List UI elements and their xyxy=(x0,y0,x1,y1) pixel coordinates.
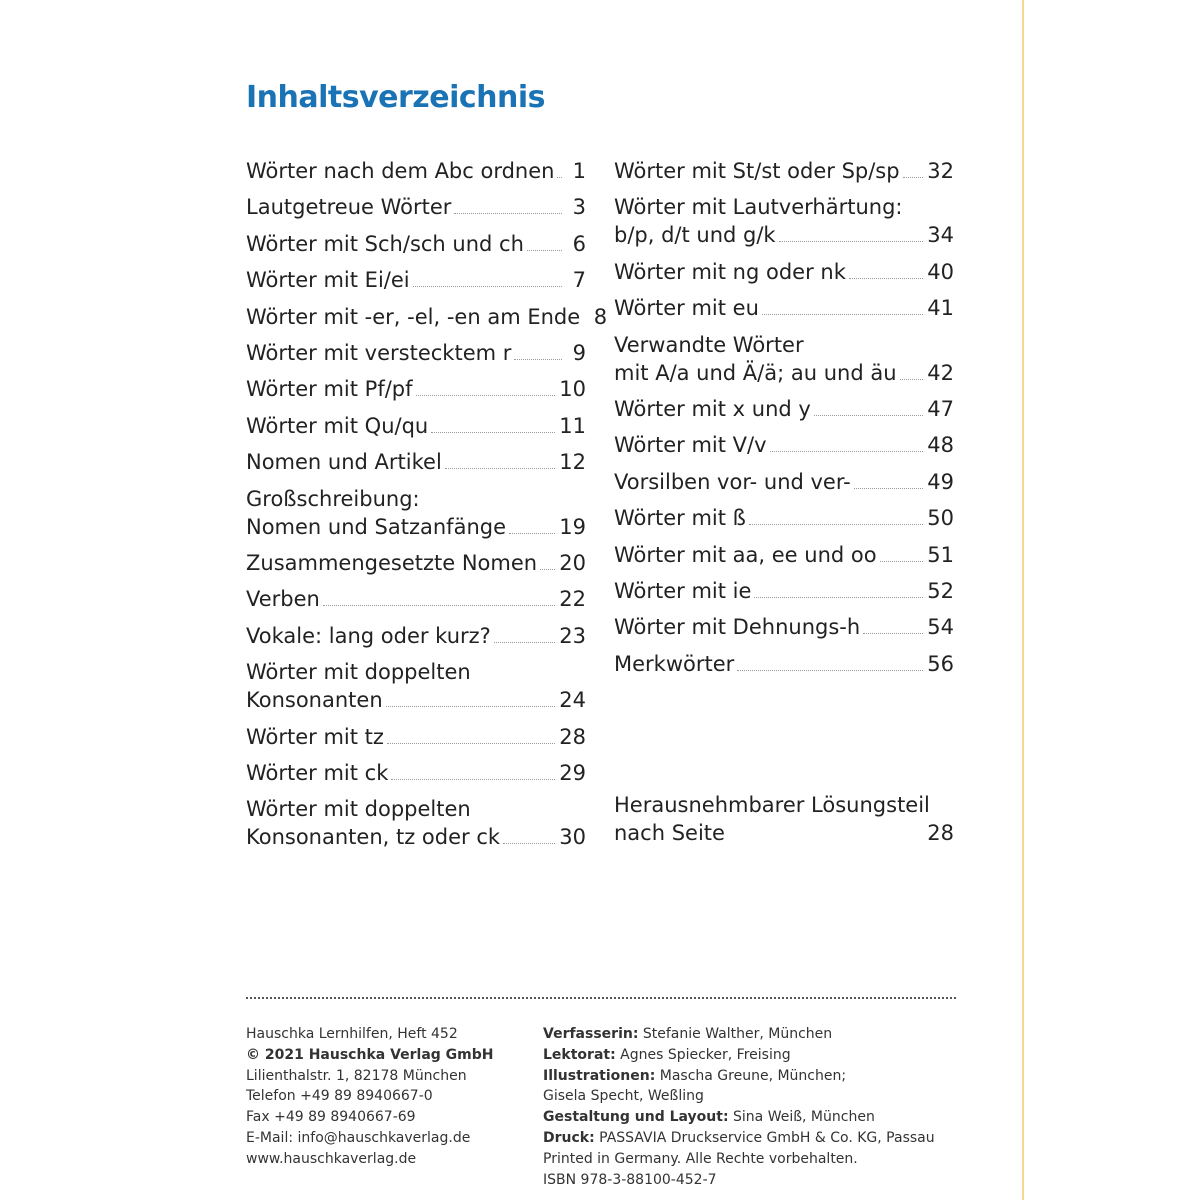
toc-entry xyxy=(614,468,954,496)
dot-leader xyxy=(413,285,562,287)
toc-page-number: 28 xyxy=(927,821,954,845)
toc-page-number: 22 xyxy=(559,587,586,612)
credit-line-text: Sina Weiß, München xyxy=(728,1109,875,1126)
toc-entry-title: Wörter mit St/st oder Sp/sp xyxy=(614,159,900,183)
toc-page-number: 7 xyxy=(572,268,586,293)
publisher-line-text: Hauschka Lernhilfen, Heft 452 xyxy=(246,1026,458,1042)
toc-entry xyxy=(246,375,586,403)
toc-entry xyxy=(246,723,586,751)
toc-entry xyxy=(614,294,954,322)
toc-entry xyxy=(246,412,586,440)
publisher-line xyxy=(246,1149,494,1170)
toc-entry xyxy=(246,448,586,476)
credit-line-text: Gisela Specht, Weßling xyxy=(543,1088,704,1105)
dot-leader xyxy=(431,431,555,433)
toc-entry xyxy=(246,157,586,185)
toc-entry-title: Merkwörter xyxy=(614,651,735,676)
dot-leader xyxy=(900,378,924,380)
credit-line-text: Mascha Greune, München; xyxy=(655,1067,847,1084)
toc-entry-title: Wörter mit eu xyxy=(614,296,759,321)
toc-entry-title: Konsonanten, tz oder ck xyxy=(246,825,501,850)
toc-entry-title: Zusammengesetzte Nomen xyxy=(246,551,538,575)
divider xyxy=(246,997,956,999)
toc-entry-title: Wörter mit ß xyxy=(614,506,746,531)
dot-leader xyxy=(386,705,556,707)
page-title: Inhaltsverzeichnis xyxy=(246,80,546,115)
toc-entry-title: Wörter nach dem Abc ordnen xyxy=(246,159,555,183)
dot-leader xyxy=(540,568,555,570)
toc-entry xyxy=(246,549,586,577)
publisher-line xyxy=(246,1107,494,1128)
toc-entry-title: Wörter mit verstecktem r xyxy=(246,341,512,365)
toc-page-number: 42 xyxy=(927,360,954,385)
toc-entry xyxy=(246,585,586,613)
toc-entry xyxy=(246,759,586,787)
page-edge xyxy=(1022,0,1024,1200)
toc-page-number: 41 xyxy=(927,296,954,321)
credit-line-label: Illustrationen: xyxy=(543,1067,656,1084)
credit-line-text: Agnes Spiecker, Freising xyxy=(615,1046,791,1063)
toc-entry xyxy=(614,431,954,459)
toc-page-number: 1 xyxy=(572,159,586,183)
toc-page-number: 10 xyxy=(559,377,586,402)
toc-entry-title: Wörter mit Lautverhärtung: xyxy=(614,195,903,220)
publisher-line xyxy=(246,1086,494,1107)
toc-page-number: 54 xyxy=(927,615,954,640)
toc-page-number: 48 xyxy=(927,433,954,458)
dot-leader xyxy=(557,176,562,178)
toc-page-number: 50 xyxy=(927,506,954,531)
dot-leader xyxy=(514,358,562,360)
toc-entry-title: Wörter mit doppelten xyxy=(246,797,471,822)
toc-entry-title: Verben xyxy=(246,587,320,612)
dot-leader xyxy=(323,604,555,606)
toc-entry xyxy=(246,622,586,650)
credit-line-text: Stefanie Walther, München xyxy=(638,1026,833,1042)
toc-entry-title: Nomen und Artikel xyxy=(246,450,442,475)
toc-entry-title: Wörter mit ck xyxy=(246,761,389,785)
toc-entry-title: nach Seite xyxy=(614,821,725,845)
credit-line xyxy=(543,1107,935,1128)
dot-leader xyxy=(903,176,924,178)
toc-entry-title: Wörter mit Qu/qu xyxy=(246,413,429,438)
toc-page-number: 28 xyxy=(559,724,586,749)
toc-entry-title: b/p, d/t und g/k xyxy=(614,223,776,248)
dot-leader xyxy=(454,212,562,214)
credit-line xyxy=(543,1170,935,1191)
toc-entry xyxy=(246,193,586,221)
toc-entry xyxy=(246,266,586,294)
toc-page-number: 9 xyxy=(572,341,586,365)
toc-entry xyxy=(614,504,954,532)
toc-entry xyxy=(614,331,954,387)
toc-entry xyxy=(614,258,954,286)
toc-entry-title: Wörter mit x und y xyxy=(614,397,811,421)
credit-line xyxy=(543,1149,935,1170)
credit-line xyxy=(543,1045,935,1066)
credits-info xyxy=(543,1024,935,1190)
dot-leader xyxy=(391,778,555,780)
toc-entry-title: Großschreibung: xyxy=(246,486,420,511)
publisher-line xyxy=(246,1066,494,1087)
toc-entry xyxy=(614,157,954,185)
toc-entry-title: Wörter mit Pf/pf xyxy=(246,377,413,402)
toc-page-number: 47 xyxy=(927,397,954,421)
publisher-line-text: Fax +49 89 8940667-69 xyxy=(246,1109,416,1126)
credit-line xyxy=(543,1128,935,1149)
dot-leader xyxy=(737,669,923,671)
toc-entry-title: Lautgetreue Wörter xyxy=(246,195,452,220)
toc-entry-title: Wörter mit tz xyxy=(246,724,384,749)
toc-entry-title: Wörter mit -er, -el, -en am Ende xyxy=(246,304,581,329)
toc-entry-title: Verwandte Wörter xyxy=(614,332,804,357)
publisher-line-text: Lilienthalstr. 1, 82178 München xyxy=(246,1067,467,1084)
dot-leader xyxy=(849,277,923,279)
dot-leader xyxy=(527,249,562,251)
dot-leader xyxy=(854,487,924,489)
toc-page-number: 29 xyxy=(559,761,586,785)
toc-entry-title: mit A/a und Ä/ä; au und äu xyxy=(614,360,897,385)
toc-entry xyxy=(246,658,586,714)
dot-leader xyxy=(770,450,924,452)
credit-line xyxy=(543,1066,935,1087)
toc-entry-title: Wörter mit Dehnungs-h xyxy=(614,615,861,640)
credit-line-label: Gestaltung und Layout: xyxy=(543,1109,729,1126)
credit-line-label: Verfasserin: xyxy=(543,1026,639,1042)
toc-page-number: 20 xyxy=(559,551,586,575)
toc-page-number: 51 xyxy=(927,542,954,567)
publisher-line xyxy=(246,1024,494,1045)
credit-line-text: ISBN 978-3-88100-452-7 xyxy=(543,1171,717,1188)
toc-entry-solutions xyxy=(614,791,954,847)
toc-entry xyxy=(246,230,586,258)
toc-page-number: 56 xyxy=(927,651,954,676)
toc-page-number: 52 xyxy=(927,579,954,603)
toc-entry-title: Nomen und Satzanfänge xyxy=(246,514,506,539)
toc-entry-title: Herausnehmbarer Lösungsteil xyxy=(614,793,930,817)
credit-line-text: PASSAVIA Druckservice GmbH & Co. KG, Passau xyxy=(594,1129,935,1146)
toc-entry xyxy=(246,339,586,367)
dot-leader xyxy=(754,596,923,598)
toc-page-number: 34 xyxy=(927,223,954,248)
credit-line-label: Druck: xyxy=(543,1129,595,1146)
toc-entry-title: Wörter mit Sch/sch und ch xyxy=(246,231,524,256)
toc-entry xyxy=(614,193,954,249)
toc-page-number: 32 xyxy=(927,159,954,183)
toc-page-number: 30 xyxy=(559,825,586,850)
toc-page-number: 8 xyxy=(593,304,608,329)
toc-entry-title: Wörter mit ie xyxy=(614,579,752,603)
toc-entry xyxy=(614,577,954,605)
toc-entry xyxy=(614,541,954,569)
toc-page-number: 23 xyxy=(559,623,586,648)
toc-page-number: 11 xyxy=(559,413,586,438)
credit-line xyxy=(543,1086,935,1107)
dot-leader xyxy=(749,523,923,525)
toc-entry xyxy=(614,613,954,641)
publisher-line xyxy=(246,1045,494,1066)
toc-entry xyxy=(614,650,954,678)
credit-line-label: Lektorat: xyxy=(543,1046,616,1063)
toc-entry xyxy=(614,395,954,423)
toc-entry-title: Wörter mit ng oder nk xyxy=(614,259,846,284)
toc-entry-title: Vokale: lang oder kurz? xyxy=(246,623,491,648)
toc-entry-title: Wörter mit aa, ee und oo xyxy=(614,542,877,567)
dot-leader xyxy=(494,641,555,643)
publisher-info xyxy=(246,1024,494,1170)
publisher-line-label: © 2021 Hauschka Verlag GmbH xyxy=(246,1046,494,1063)
toc-entry-title: Wörter mit doppelten xyxy=(246,660,471,685)
toc-page-number: 19 xyxy=(559,514,586,539)
toc-entry-title: Wörter mit V/v xyxy=(614,433,767,458)
toc-page-number: 40 xyxy=(927,259,954,284)
dot-leader xyxy=(762,313,923,315)
dot-leader xyxy=(880,560,924,562)
publisher-line-text: www.hauschkaverlag.de xyxy=(246,1150,417,1167)
toc-entry xyxy=(246,485,586,541)
toc-page-number: 49 xyxy=(927,469,954,494)
dot-leader xyxy=(416,394,556,396)
publisher-line-text: E-Mail: info@hauschkaverlag.de xyxy=(246,1129,471,1146)
toc-entry xyxy=(246,795,586,851)
dot-leader xyxy=(387,742,555,744)
publisher-line xyxy=(246,1128,494,1149)
dot-leader xyxy=(779,240,924,242)
toc-entry-title: Konsonanten xyxy=(246,688,383,713)
toc-entry xyxy=(246,303,608,331)
dot-leader xyxy=(509,532,555,534)
dot-leader xyxy=(814,414,923,416)
dot-leader xyxy=(445,467,555,469)
dot-leader xyxy=(863,632,923,634)
dot-leader xyxy=(503,842,555,844)
credit-line-text: Printed in Germany. Alle Rechte vorbehalten. xyxy=(543,1150,858,1167)
toc-entry-title: Vorsilben vor- und ver- xyxy=(614,469,851,494)
credit-line xyxy=(543,1024,935,1045)
publisher-line-text: Telefon +49 89 8940667-0 xyxy=(246,1088,433,1105)
toc-page-number: 24 xyxy=(559,688,586,713)
toc-entry-title: Wörter mit Ei/ei xyxy=(246,268,410,293)
toc-page-number: 6 xyxy=(572,231,586,256)
toc-page-number: 3 xyxy=(572,195,586,220)
toc-page-number: 12 xyxy=(559,450,586,475)
